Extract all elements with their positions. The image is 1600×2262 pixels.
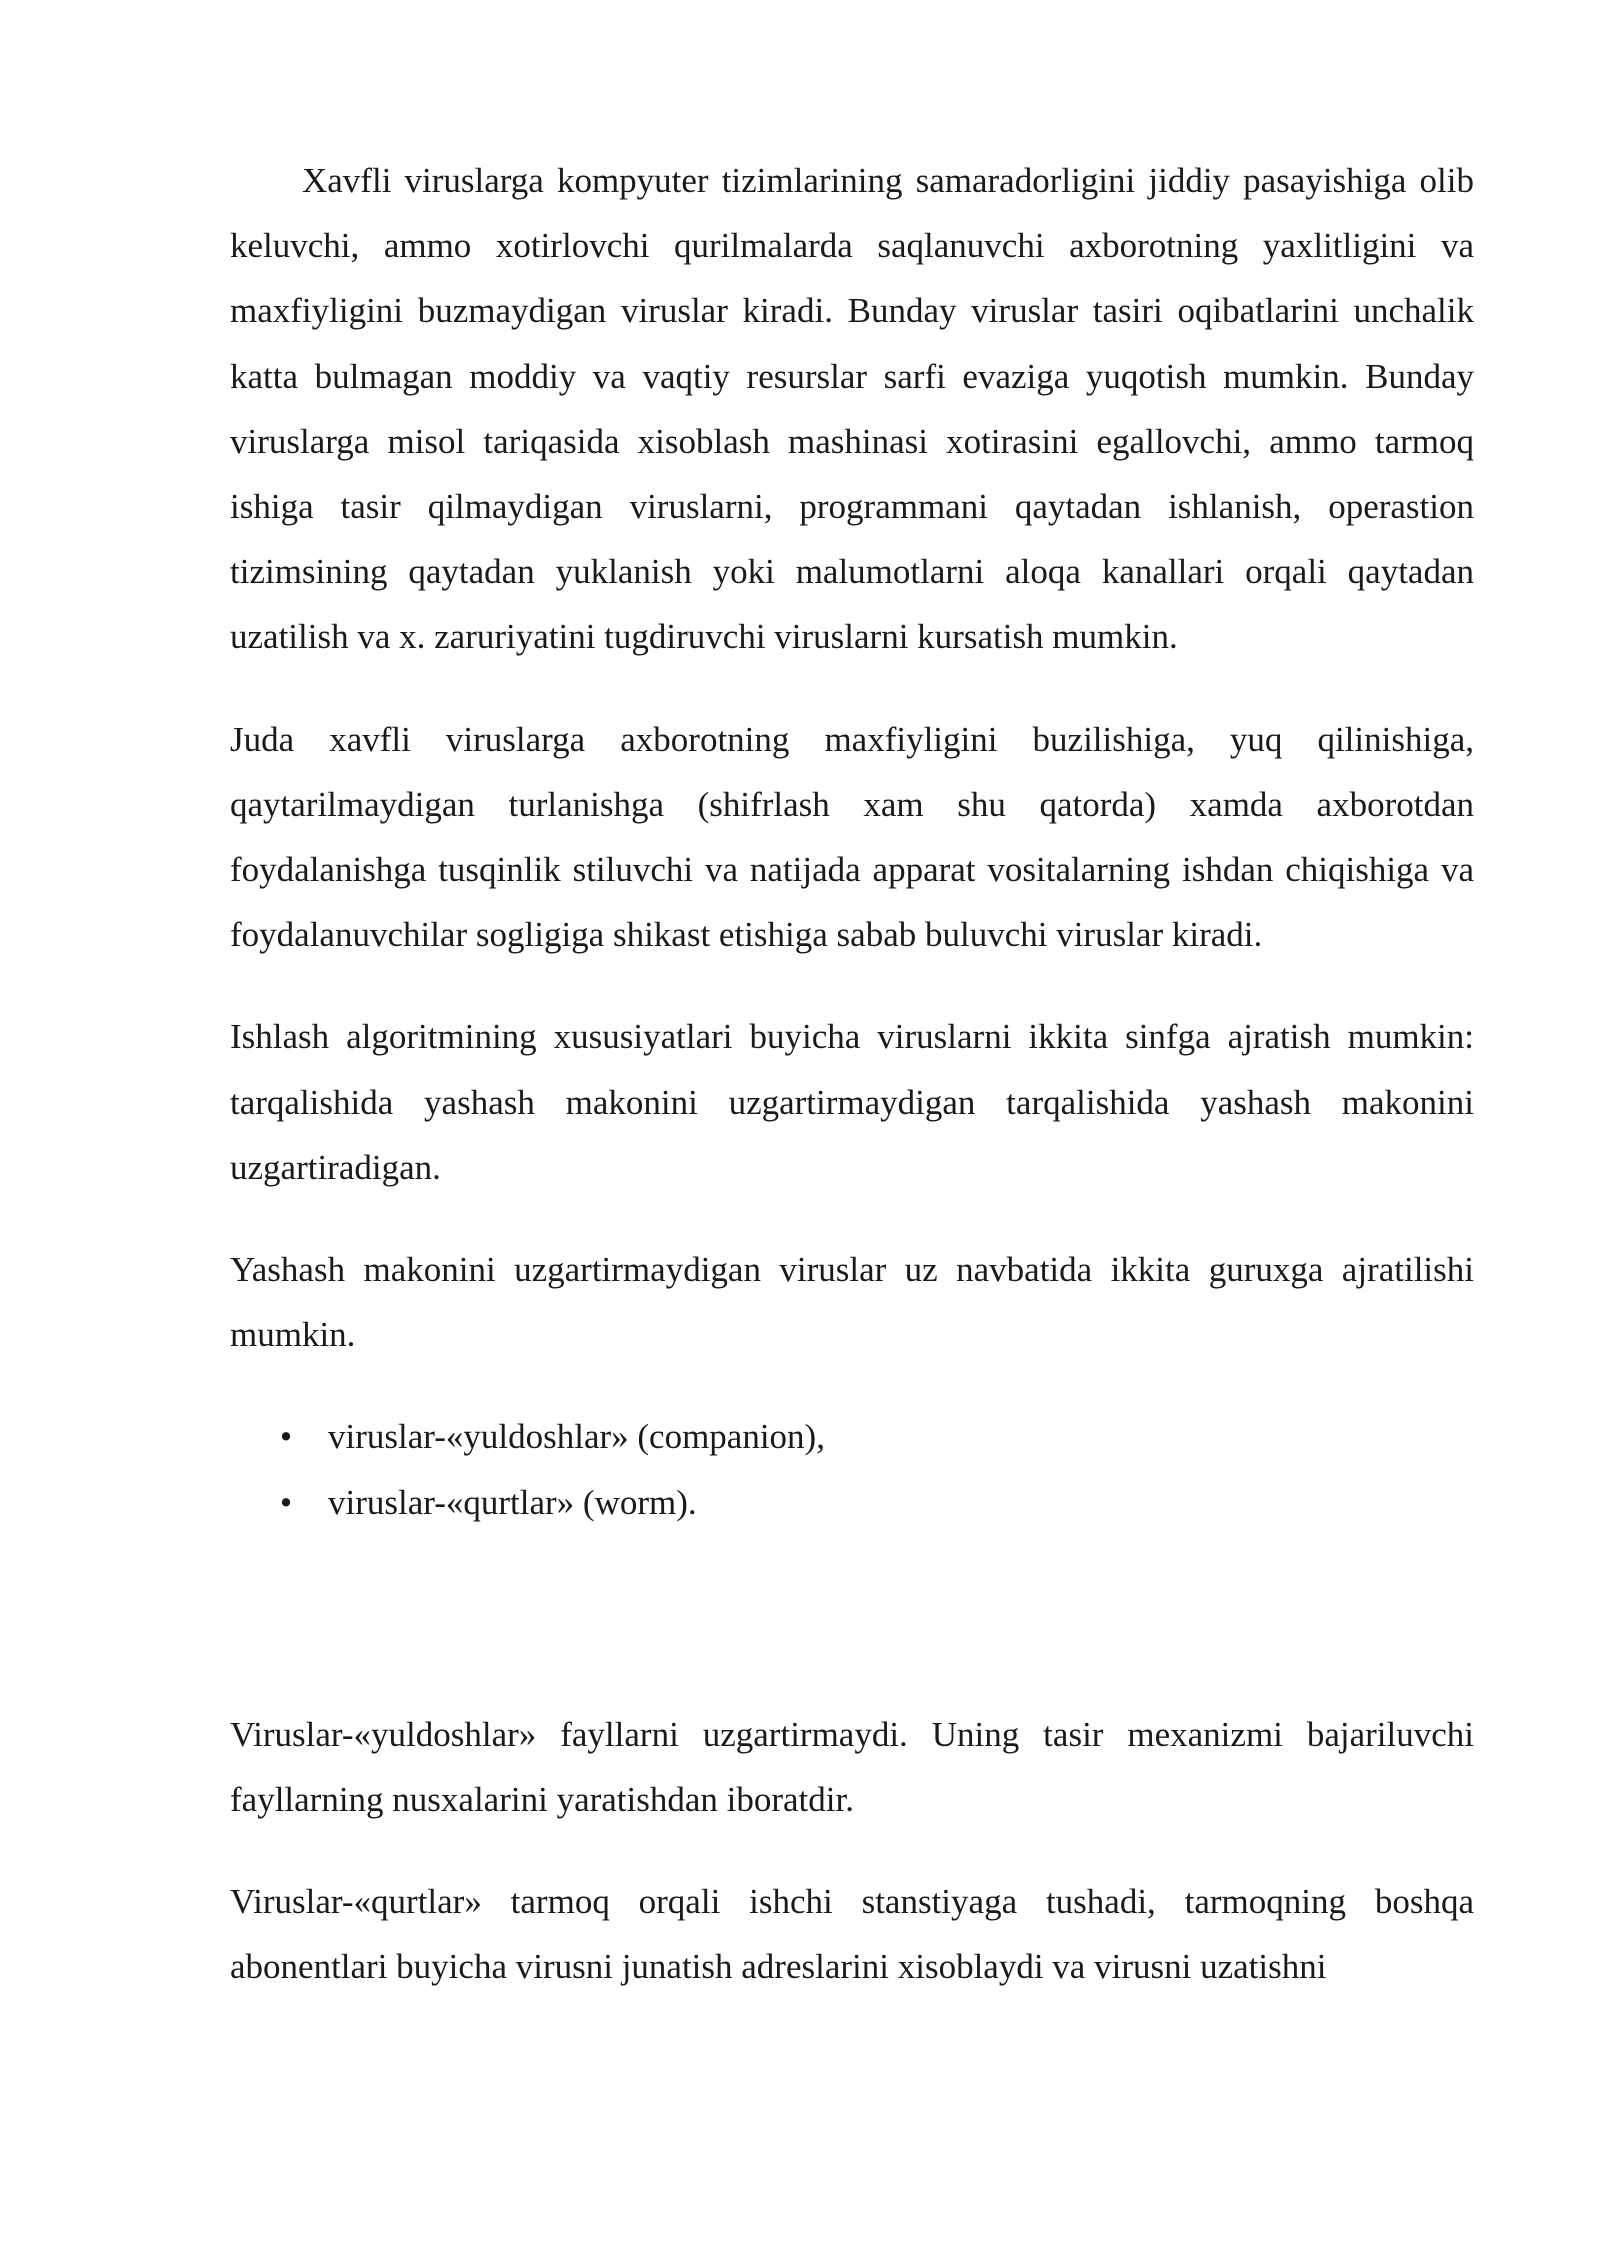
bullet-icon: • bbox=[279, 1482, 293, 1522]
list-item-text: viruslar-«qurtlar» (worm). bbox=[328, 1482, 697, 1522]
paragraph-two-groups: Yashash makonini uzgartirmaydigan viruslar uz navbatida ikkita guruxga ajratilishi mumkin. bbox=[230, 1250, 1474, 1355]
paragraph-very-dangerous-viruses: Juda xavfli viruslarga axborotning maxfiyligini buzilishiga, yuq qilinishiga, qaytarilmaydigan turlanishga (shifrlash xam shu qatorda) xamda axborotdan foydalanishga tusqinlik stiluvchi va natijada apparat vositalarning ishdan chiqishiga va foydalanuvchilar sogligiga shikast etishiga sabab buluvchi viruslar kiradi. bbox=[230, 719, 1474, 955]
list-item bbox=[276, 1470, 1474, 1535]
paragraph-dangerous-viruses: Xavfli viruslarga kompyuter tizimlarining samaradorligini jiddiy pasayishiga olib keluvchi, ammo xotirlovchi qurilmalarda saqlanuvchi axborotning yaxlitligini va maxfiyligini buzmaydigan viruslar kiradi. Bunday viruslar tasiri oqibatlarini unchalik katta bulmagan moddiy va vaqtiy resurslar sarfi evaziga yuqotish mumkin. Bunday viruslarga misol tariqasida xisoblash mashinasi xotirasini egallovchi, ammo tarmoq ishiga tasir qilmaydigan viruslarni, programmani qaytadan ishlanish, operastion tizimsining qaytadan yuklanish yoki malumotlarni aloqa kanallari orqali qaytadan uzatilish va x. zaruriyatini tugdiruvchi viruslarni kursatish mumkin. bbox=[230, 161, 1474, 657]
bullet-list bbox=[230, 1404, 1474, 1534]
paragraph-companion-viruses: Viruslar-«yuldoshlar» fayllarni uzgartirmaydi. Uning tasir mexanizmi bajariluvchi fayllarning nusxalarini yaratishdan iboratdir. bbox=[230, 1714, 1474, 1820]
document-page bbox=[230, 148, 1474, 2000]
list-item bbox=[276, 1404, 1474, 1469]
bullet-icon: • bbox=[279, 1417, 293, 1457]
list-item-text: viruslar-«yuldoshlar» (companion), bbox=[328, 1417, 825, 1457]
paragraph-algorithm-classes: Ishlash algoritmining xususiyatlari buyicha viruslarni ikkita sinfga ajratish mumkin: tarqalishida yashash makonini uzgartirmaydigan tarqalishida yashash makonini uzgartiradigan. bbox=[230, 1017, 1474, 1187]
paragraph-worm-viruses: Viruslar-«qurtlar» tarmoq orqali ishchi stanstiyaga tushadi, tarmoqning boshqa abonentlari buyicha virusni junatish adreslarini xisoblaydi va virusni uzatishni bbox=[230, 1882, 1474, 1987]
